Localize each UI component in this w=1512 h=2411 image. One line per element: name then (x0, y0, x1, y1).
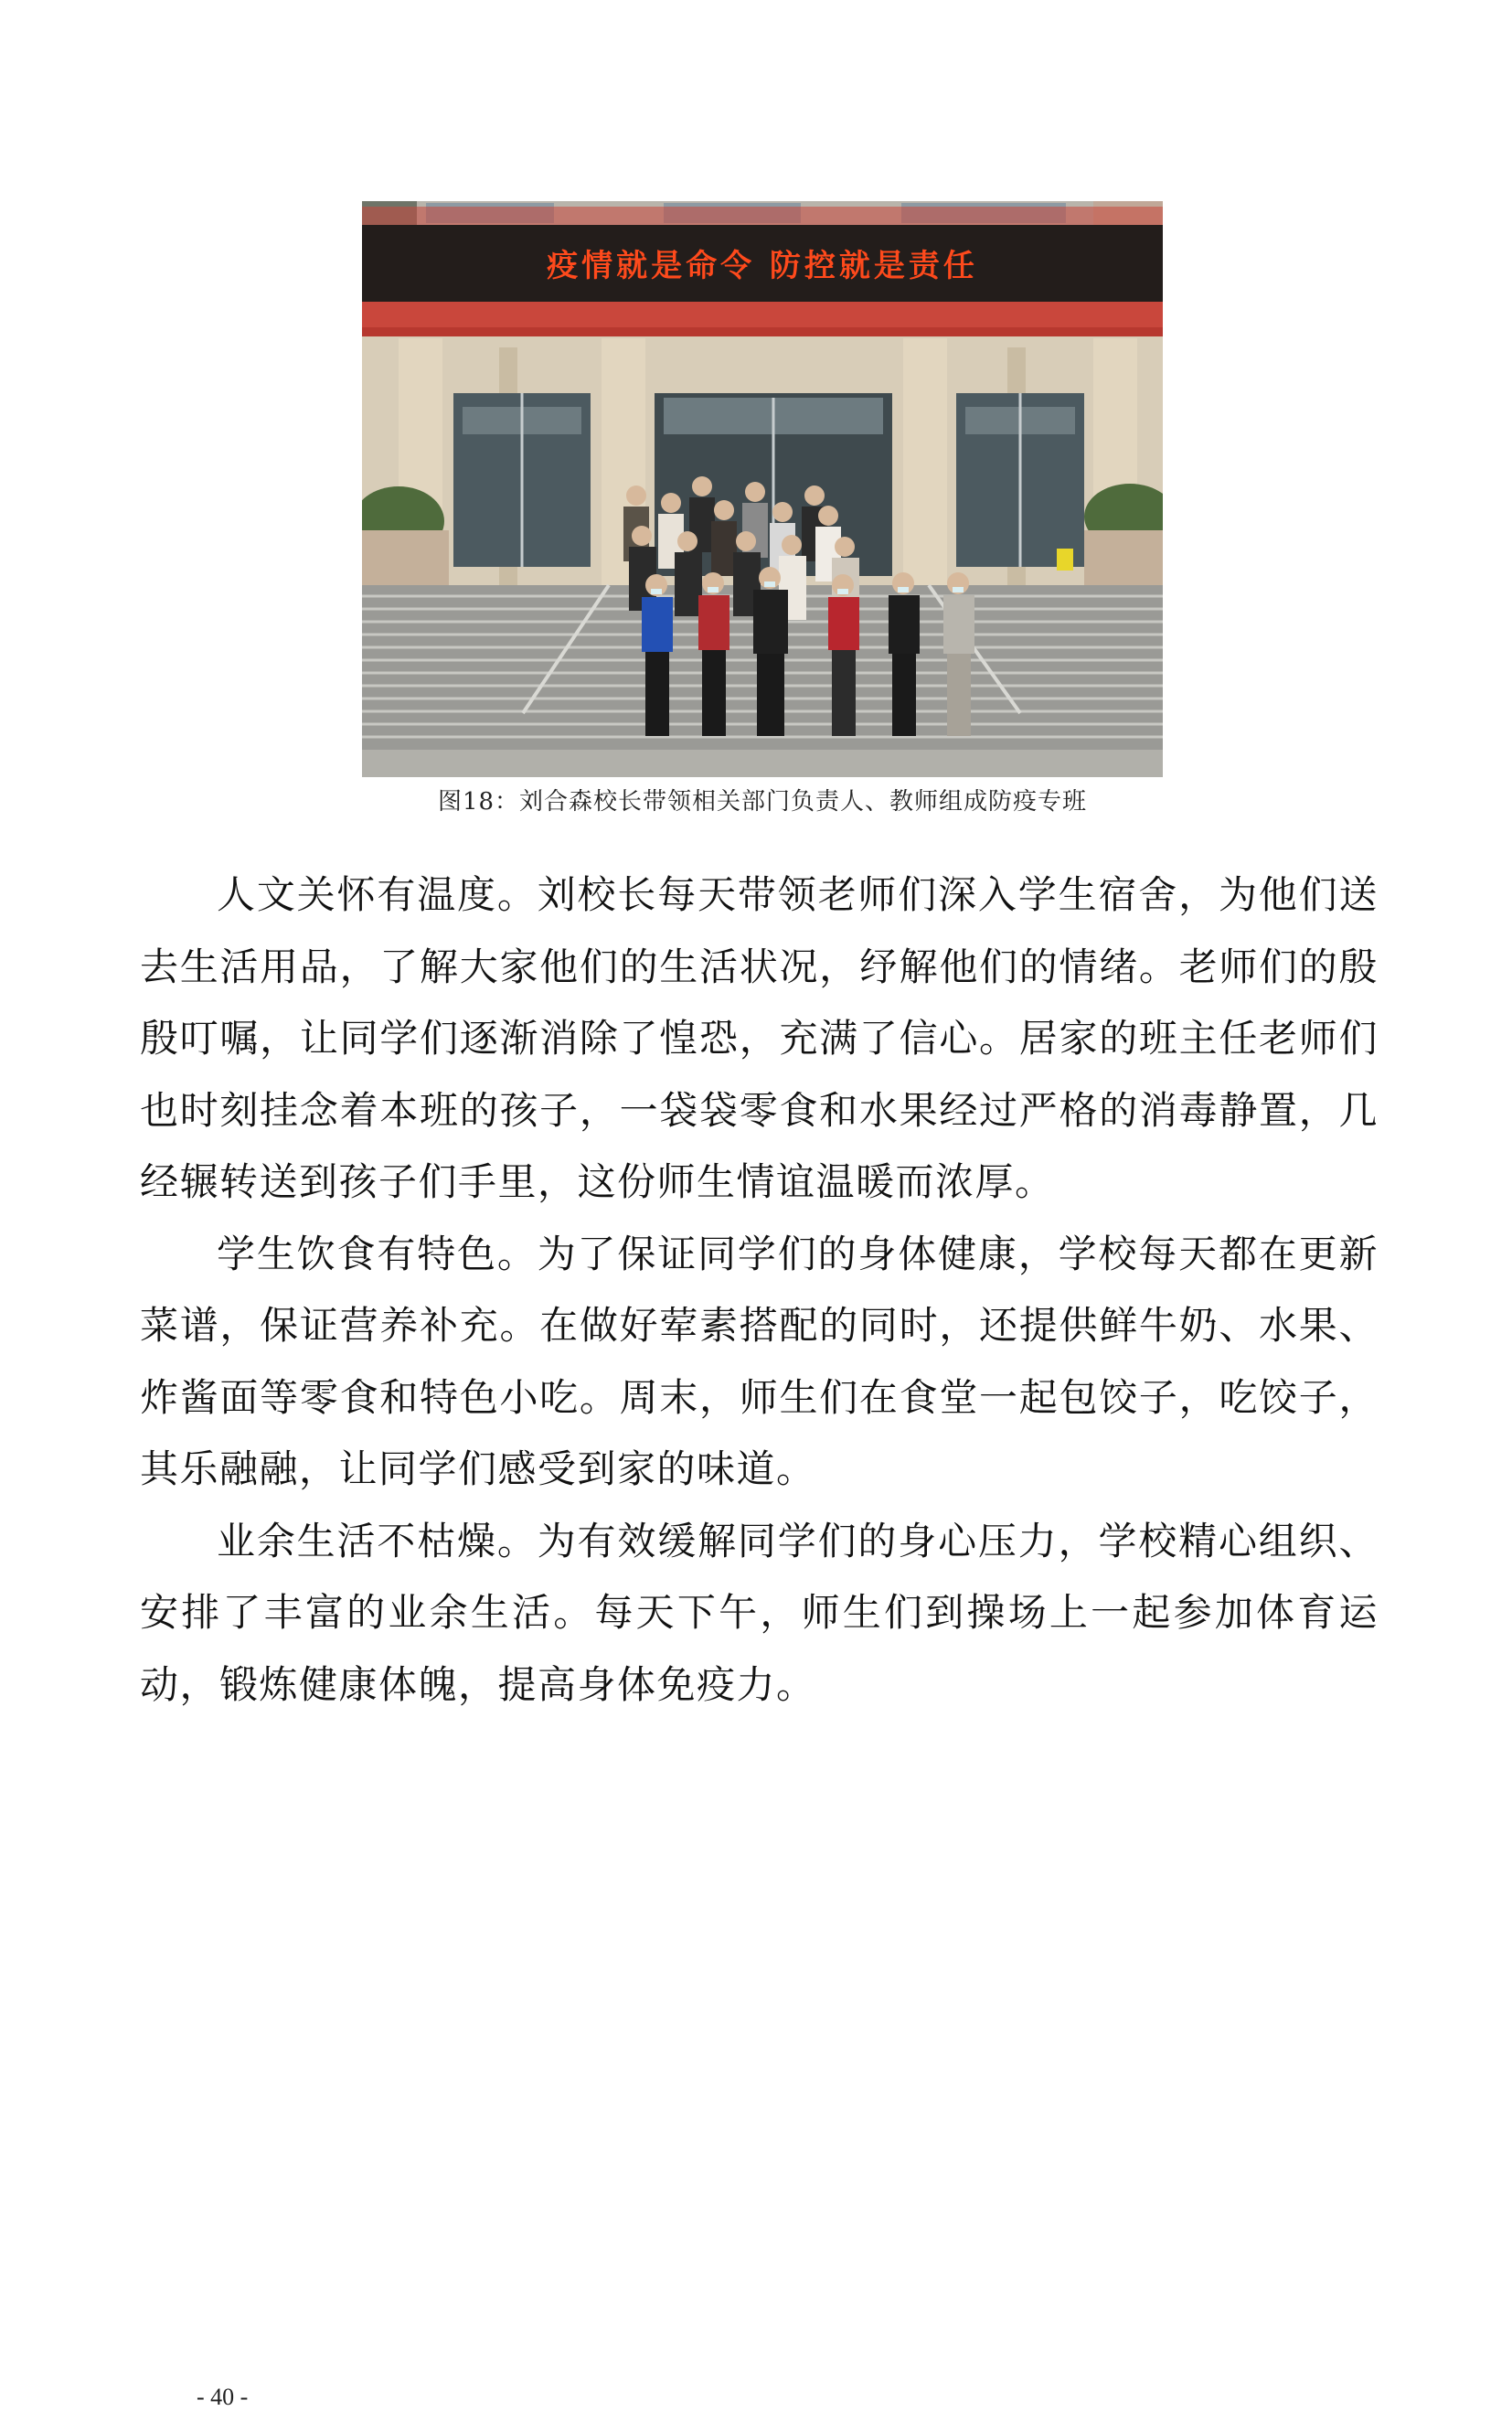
group-photo (362, 201, 1163, 777)
page-number: - 40 - (197, 2384, 249, 2410)
figure-caption: 图18：刘合森校长带领相关部门负责人、教师组成防疫专班 (437, 788, 1088, 816)
article-body (140, 859, 1379, 1721)
paragraph-leisure: 业余生活不枯燥。为有效缓解同学们的身心压力，学校精心组织、安排了丰富的业余生活。每天下午，师生们到操场上一起参加体育运动，锻炼健康体魄，提高身体免疫力。 (140, 1518, 1379, 1707)
paragraph-care: 人文关怀有温度。刘校长每天带领老师们深入学生宿舍，为他们送去生活用品，了解大家他们的生活状况，纾解他们的情绪。老师们的殷殷叮嘱，让同学们逐渐消除了惶恐，充满了信心。居家的班主任老师们也时刻挂念着本班的孩子，一袋袋零食和水果经过严格的消毒静置，几经辗转送到孩子们手里，这份师生情谊温暖而浓厚。 (140, 872, 1379, 1204)
led-banner-text: 疫情就是命令 防控就是责任 (547, 248, 978, 284)
paragraph-food: 学生饮食有特色。为了保证同学们的身体健康，学校每天都在更新菜谱，保证营养补充。在做好荤素搭配的同时，还提供鲜牛奶、水果、炸酱面等零食和特色小吃。周末，师生们在食堂一起包饺子，吃饺子，其乐融融，让同学们感受到家的味道。 (140, 1231, 1379, 1491)
